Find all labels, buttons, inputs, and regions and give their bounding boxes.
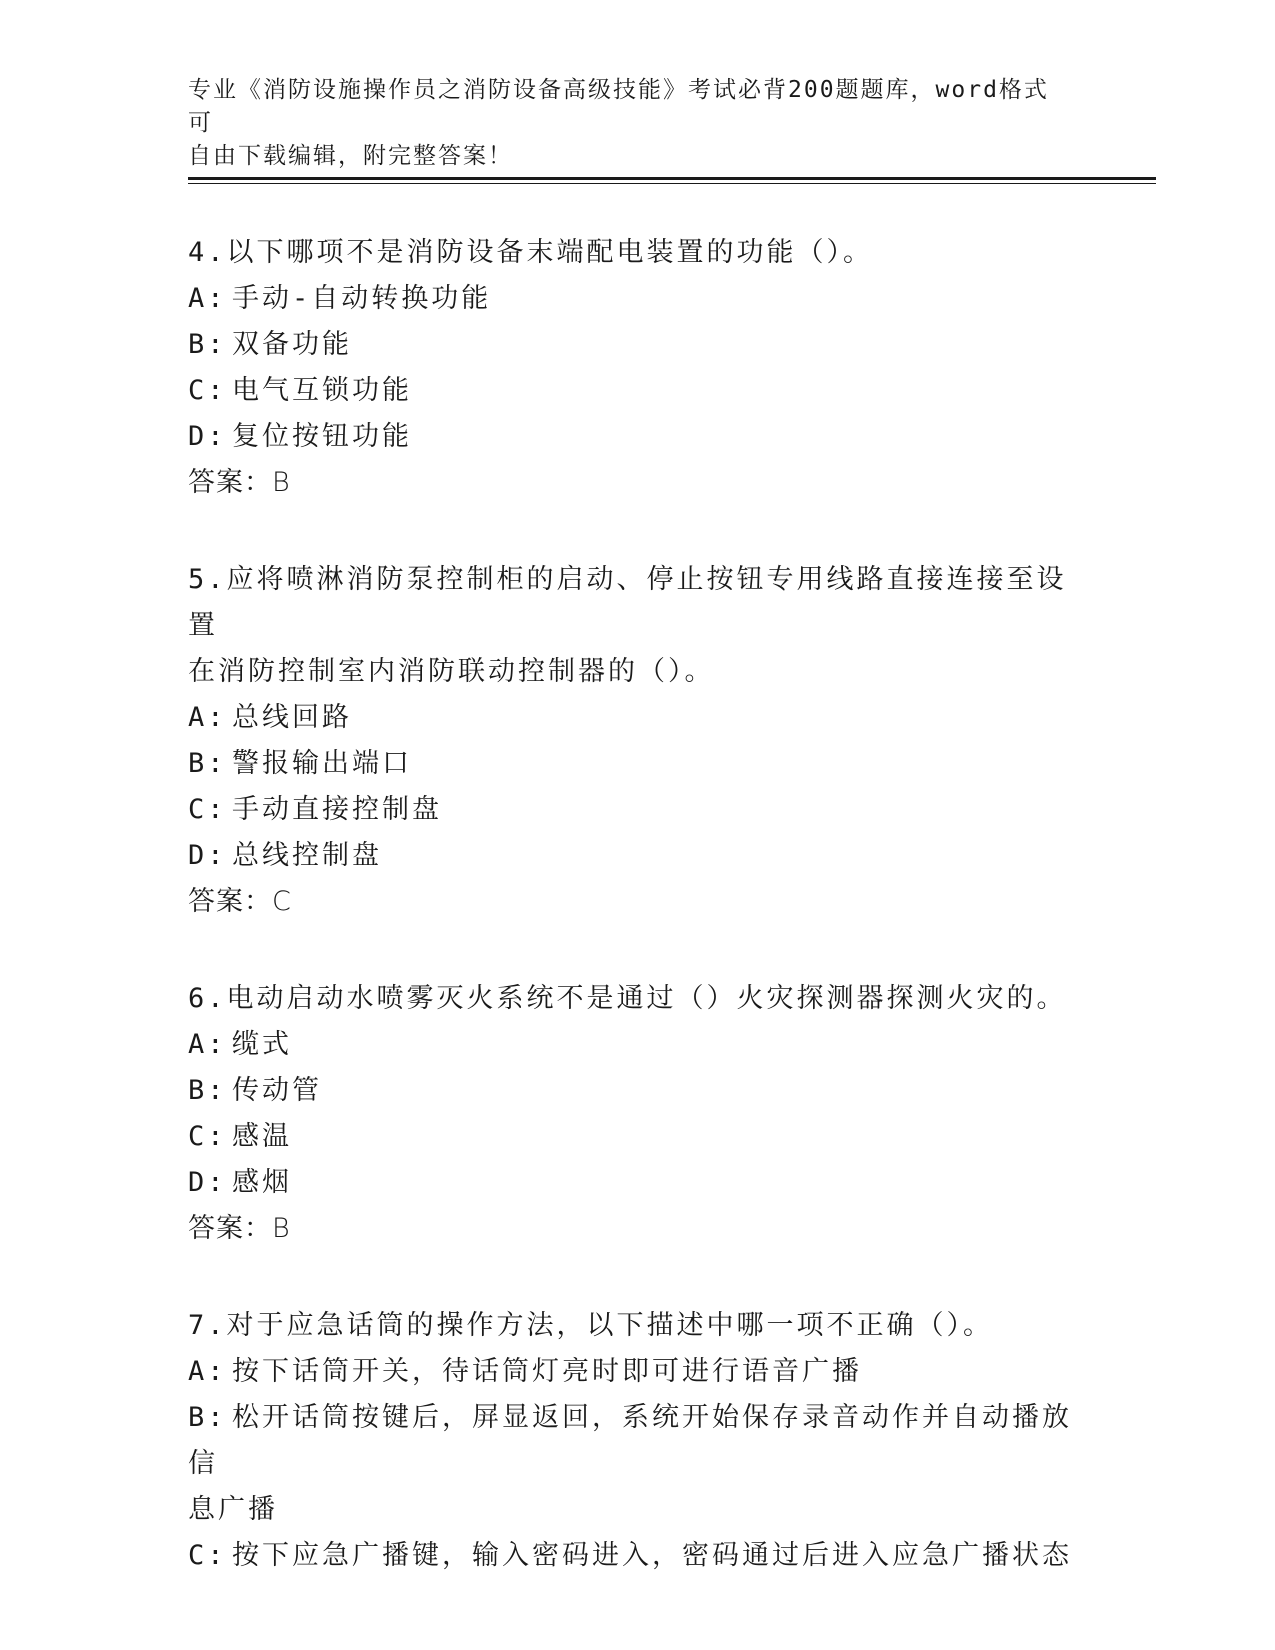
header-line-1: 专业《消防设施操作员之消防设备高级技能》考试必背200题题库，word格式可 [188, 77, 1049, 136]
question-option [188, 1533, 1088, 1579]
option-letter: D: [188, 840, 227, 871]
question-option [188, 1022, 1088, 1068]
option-text: 警报输出端口 [232, 748, 412, 779]
question-block [188, 976, 1088, 1252]
question-option [188, 695, 1088, 741]
header-divider-thick [188, 177, 1156, 180]
question-option [188, 1349, 1088, 1395]
option-letter: A: [188, 702, 227, 733]
option-letter: A: [188, 1356, 227, 1387]
option-text: 缆式 [232, 1029, 292, 1060]
header-divider-thin [188, 183, 1156, 184]
header-line-2: 自由下载编辑，附完整答案！ [188, 143, 513, 169]
option-letter: A: [188, 1029, 227, 1060]
question-option [188, 368, 1088, 414]
question-option [188, 276, 1088, 322]
option-text: 感烟 [232, 1167, 292, 1198]
question-option [188, 322, 1088, 368]
option-text: 按下话筒开关，待话筒灯亮时即可进行语音广播 [232, 1356, 862, 1387]
question-option [188, 787, 1088, 833]
option-text: 息广播 [188, 1494, 278, 1525]
question-list [188, 230, 1088, 1630]
option-letter: B: [188, 748, 227, 779]
question-block [188, 1303, 1088, 1579]
option-letter: B: [188, 329, 227, 360]
option-letter: B: [188, 1075, 227, 1106]
option-letter: D: [188, 421, 227, 452]
option-text: 手动-自动转换功能 [232, 283, 492, 314]
option-text: 复位按钮功能 [232, 421, 412, 452]
question-option [188, 1160, 1088, 1206]
option-letter: C: [188, 1540, 227, 1571]
question-option [188, 833, 1088, 879]
option-text: 电气互锁功能 [232, 375, 412, 406]
question-option [188, 1114, 1088, 1160]
option-text: 松开话筒按键后，屏显返回，系统开始保存录音动作并自动播放信 [188, 1402, 1072, 1479]
option-text: 感温 [232, 1121, 292, 1152]
question-block [188, 230, 1088, 506]
question-option [188, 1068, 1088, 1114]
question-block [188, 557, 1088, 925]
option-text: 双备功能 [232, 329, 352, 360]
option-letter: C: [188, 1121, 227, 1152]
question-stem: 7.对于应急话筒的操作方法，以下描述中哪一项不正确（）。 [188, 1310, 994, 1341]
option-text: 手动直接控制盘 [232, 794, 442, 825]
question-stem: 6.电动启动水喷雾灭火系统不是通过（）火灾探测器探测火灾的。 [188, 983, 1067, 1014]
document-header [188, 74, 1068, 173]
question-stem: 在消防控制室内消防联动控制器的（）。 [188, 656, 715, 687]
option-letter: C: [188, 794, 227, 825]
question-option [188, 414, 1088, 460]
question-answer: 答案：B [188, 467, 291, 498]
question-answer: 答案：C [188, 886, 292, 917]
option-letter: C: [188, 375, 227, 406]
option-text: 总线回路 [232, 702, 352, 733]
question-option [188, 1395, 1088, 1487]
option-text: 总线控制盘 [232, 840, 382, 871]
option-text: 按下应急广播键，输入密码进入，密码通过后进入应急广播状态 [232, 1540, 1072, 1571]
question-stem: 4.以下哪项不是消防设备末端配电装置的功能（）。 [188, 237, 874, 268]
question-answer: 答案：B [188, 1213, 291, 1244]
option-letter: B: [188, 1402, 227, 1433]
question-option [188, 741, 1088, 787]
option-letter: A: [188, 283, 227, 314]
option-text: 传动管 [232, 1075, 322, 1106]
option-letter: D: [188, 1167, 227, 1198]
question-option [188, 1487, 1088, 1533]
question-stem: 5.应将喷淋消防泵控制柜的启动、停止按钮专用线路直接连接至设置 [188, 564, 1067, 641]
